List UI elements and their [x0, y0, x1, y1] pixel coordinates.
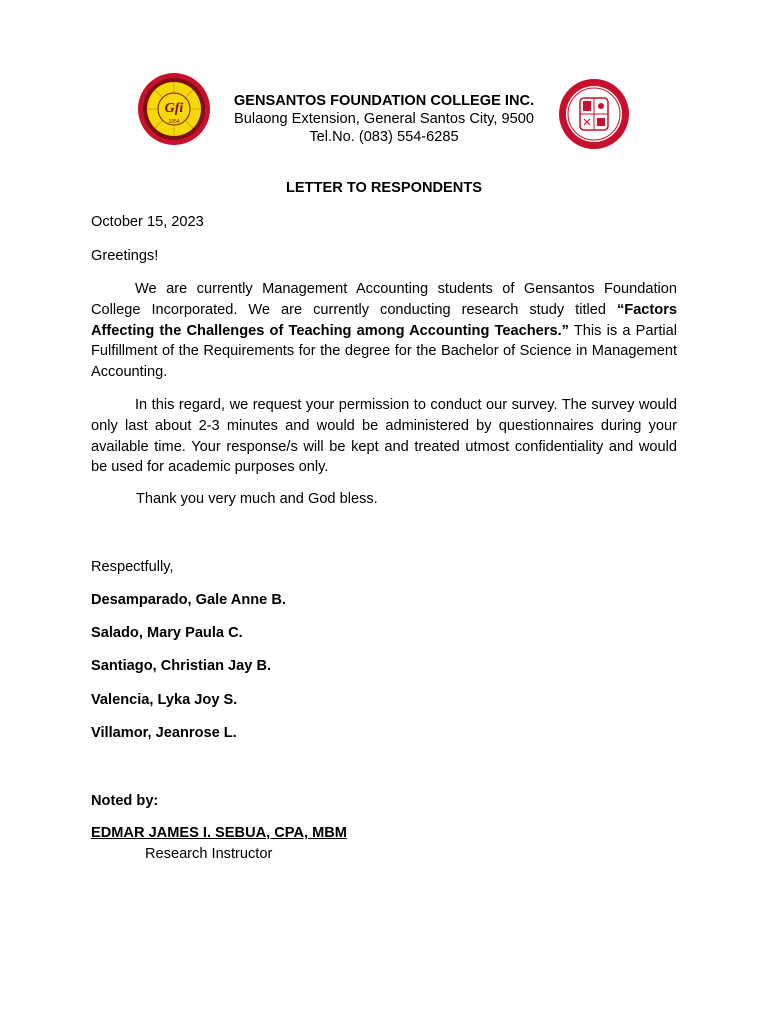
signatory-name: Villamor, Jeanrose L. [91, 725, 237, 741]
study-title: “Factors Affecting the Challenges of Teaching among Accounting Teachers.” [91, 301, 677, 339]
letter-title: LETTER TO RESPONDENTS [286, 180, 482, 196]
seal-monogram: Gfi [164, 101, 184, 116]
noted-by-label: Noted by: [91, 793, 159, 809]
instructor-name: EDMAR JAMES I. SEBUA, CPA, MBM [91, 825, 347, 841]
college-name: GENSANTOS FOUNDATION COLLEGE INC. [233, 93, 535, 109]
thanks-line: Thank you very much and God bless. [136, 491, 378, 507]
paragraph-intro-text-2: This is a Partial Fulfillment of the Requirements for the degree for the Bachelor of Science in Management Accounting. [91, 322, 678, 381]
closing: Respectfully, [91, 559, 174, 575]
paragraph-request: In this regard, we request your permission to conduct our survey. The survey would only last about 2-3 minutes and would be administered by questionnaires during your available time. Your response/s will be kept and treated utmost confidentiality and would be used for academic purposes only. [91, 397, 677, 476]
letter-date: October 15, 2023 [91, 214, 204, 230]
paragraph-intro [91, 279, 677, 383]
letterhead [210, 92, 558, 146]
college-seal-logo [137, 72, 211, 151]
instructor-role: Research Instructor [145, 846, 273, 862]
college-tel: Tel.No. (083) 554-6285 [309, 129, 459, 145]
signatory-name: Valencia, Lyka Joy S. [91, 692, 238, 708]
paragraph-intro-text-1: We are currently Management Accounting students of Gensantos Foundation College Incorporated. We are currently conducting research study titled [91, 281, 677, 318]
signatory-name: Santiago, Christian Jay B. [91, 658, 272, 674]
greeting: Greetings! [91, 248, 159, 264]
department-seal-logo [558, 78, 630, 155]
signatory-name: Desamparado, Gale Anne B. [91, 592, 286, 608]
signatory-name: Salado, Mary Paula C. [91, 625, 243, 641]
college-address: Bulaong Extension, General Santos City, 9500 [234, 111, 534, 127]
seal-year: 1954 [168, 119, 180, 125]
